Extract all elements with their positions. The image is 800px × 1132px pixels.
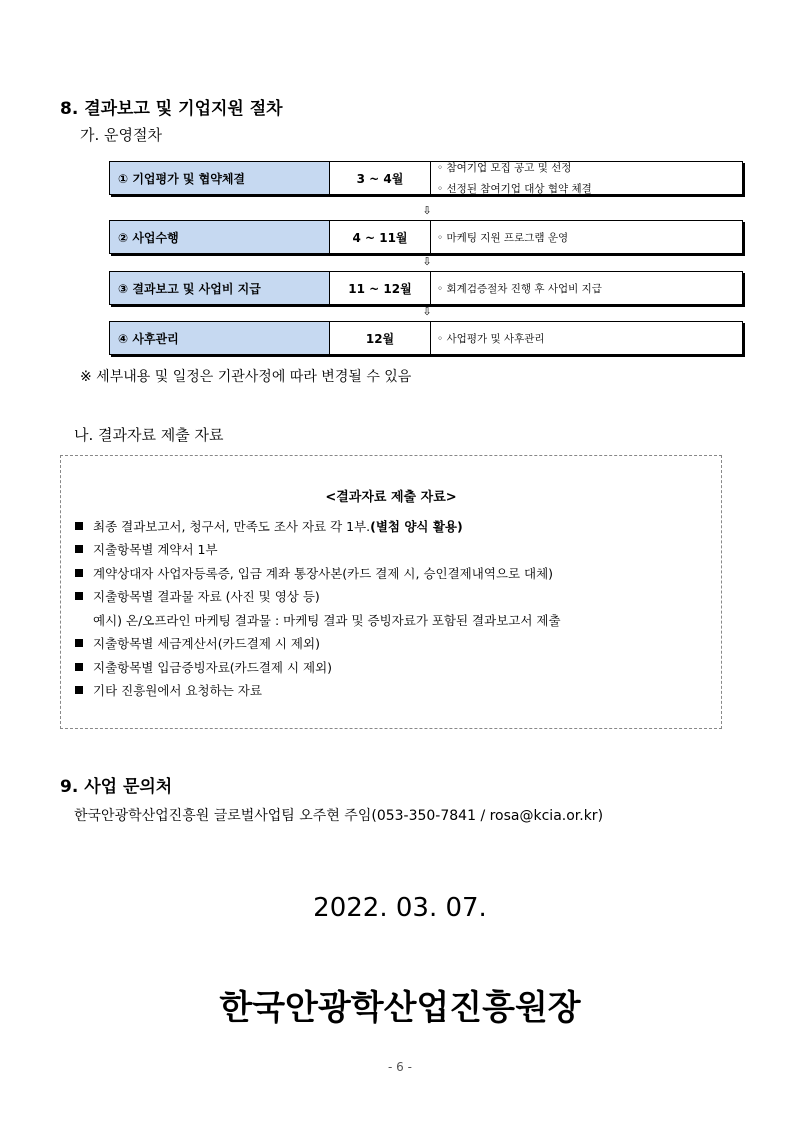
process-period: 4 ~ 11월 bbox=[330, 221, 431, 253]
contact-info: 한국안광학산업진흥원 글로벌사업팀 오주현 주임(053-350-7841 / rosa@kcia.or.kr) bbox=[74, 808, 604, 824]
list-item bbox=[75, 679, 561, 703]
process-step-label: ② 사업수행 bbox=[110, 221, 330, 253]
submission-documents-box bbox=[60, 455, 722, 729]
section-8a-title: 가. 운영절차 bbox=[80, 126, 162, 144]
list-item bbox=[75, 585, 561, 609]
process-step-label: ④ 사후관리 bbox=[110, 322, 330, 354]
process-period: 12월 bbox=[330, 322, 431, 354]
submission-documents-list bbox=[75, 514, 561, 702]
process-step-label: ③ 결과보고 및 사업비 지급 bbox=[110, 272, 330, 304]
process-description-line: ◦ 회계검증절차 진행 후 사업비 지급 bbox=[437, 282, 602, 295]
list-item-text: 지출항목별 결과물 자료 (사진 및 영상 등) bbox=[93, 589, 320, 605]
list-item bbox=[75, 632, 561, 656]
process-step-label: ① 기업평가 및 협약체결 bbox=[110, 162, 330, 194]
square-bullet-icon bbox=[75, 639, 83, 647]
list-item-text: 계약상대자 사업자등록증, 입금 계좌 통장사본(카드 결제 시, 승인결제내역으로 대체) bbox=[93, 565, 554, 581]
list-item bbox=[75, 608, 561, 632]
list-item-emphasis: (별첨 양식 활용) bbox=[370, 518, 463, 534]
list-item-text: 예시) 온/오프라인 마케팅 결과물 : 마케팅 결과 및 증빙자료가 포함된 결과보고서 제출 bbox=[93, 612, 561, 628]
process-row-3 bbox=[109, 271, 743, 305]
down-arrow-icon: ⇩ bbox=[422, 204, 432, 217]
square-bullet-icon bbox=[75, 686, 83, 694]
square-bullet-icon bbox=[75, 569, 83, 577]
process-description-line: ◦ 참여기업 모집 공고 및 선정 bbox=[437, 162, 572, 174]
section-8b-title: 나. 결과자료 제출 자료 bbox=[74, 426, 224, 444]
process-description-line: ◦ 마케팅 지원 프로그램 운영 bbox=[437, 231, 569, 244]
process-description-line: ◦ 사업평가 및 사후관리 bbox=[437, 332, 545, 345]
down-arrow-icon: ⇩ bbox=[422, 305, 432, 318]
process-description bbox=[431, 272, 742, 304]
square-bullet-icon bbox=[75, 592, 83, 600]
list-item-text: 기타 진흥원에서 요청하는 자료 bbox=[93, 683, 262, 699]
section-9-title: 9. 사업 문의처 bbox=[60, 777, 173, 797]
list-item-text: 지출항목별 세금계산서(카드결제 시 제외) bbox=[93, 636, 320, 652]
process-description bbox=[431, 322, 742, 354]
process-row-2 bbox=[109, 220, 743, 254]
process-description-line: ◦ 선정된 참여기업 대상 협약 체결 bbox=[437, 183, 592, 195]
down-arrow-icon: ⇩ bbox=[422, 255, 432, 268]
list-item-text: 지출항목별 계약서 1부 bbox=[93, 542, 218, 558]
submission-documents-title: <결과자료 제출 자료> bbox=[325, 490, 457, 505]
list-item bbox=[75, 561, 561, 585]
list-item-text: 최종 결과보고서, 청구서, 만족도 조사 자료 각 1부. bbox=[93, 518, 371, 534]
page-number: - 6 - bbox=[388, 1060, 412, 1074]
square-bullet-icon bbox=[75, 545, 83, 553]
document-date: 2022. 03. 07. bbox=[313, 893, 487, 923]
process-period: 3 ~ 4월 bbox=[330, 162, 431, 194]
process-description bbox=[431, 162, 742, 194]
process-row-4 bbox=[109, 321, 743, 355]
schedule-notice: ※ 세부내용 및 일정은 기관사정에 따라 변경될 수 있음 bbox=[80, 369, 412, 385]
square-bullet-icon bbox=[75, 522, 83, 530]
list-item bbox=[75, 655, 561, 679]
list-item bbox=[75, 514, 561, 538]
process-period: 11 ~ 12월 bbox=[330, 272, 431, 304]
square-bullet-icon bbox=[75, 663, 83, 671]
list-item bbox=[75, 538, 561, 562]
section-8-title: 8. 결과보고 및 기업지원 절차 bbox=[60, 99, 283, 119]
issuer-signature: 한국안광학산업진흥원장 bbox=[219, 988, 581, 1028]
list-item-text: 지출항목별 입금증빙자료(카드결제 시 제외) bbox=[93, 659, 333, 675]
process-row-1 bbox=[109, 161, 743, 195]
process-description bbox=[431, 221, 742, 253]
